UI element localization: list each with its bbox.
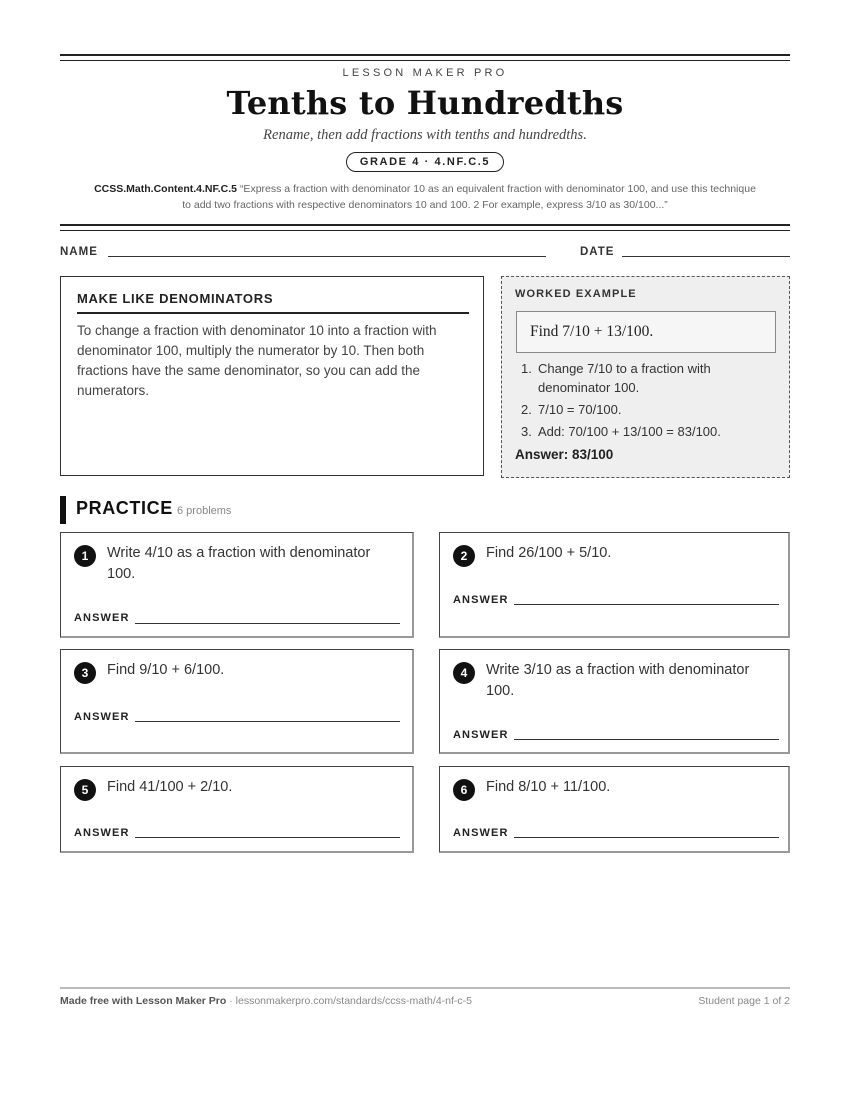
footer-credit: Made free with Lesson Maker Pro — [60, 995, 227, 1007]
worked-step — [521, 359, 781, 397]
problem-number-badge: 6 — [453, 779, 475, 801]
grade-badge-wrap — [60, 152, 790, 172]
answer-field[interactable] — [135, 623, 400, 624]
problem-card-4 — [439, 649, 790, 754]
problem-card-3 — [60, 649, 414, 754]
problem-prompt: Find 9/10 + 6/100. — [107, 662, 225, 678]
header-bottom-rule — [60, 224, 790, 231]
name-label: NAME — [60, 246, 98, 258]
problem-prompt: Find 41/100 + 2/10. — [107, 779, 233, 795]
date-field[interactable] — [622, 256, 790, 257]
problem-prompt: Write 3/10 as a fraction with denominator 100. — [486, 662, 750, 699]
answer-label: ANSWER — [74, 827, 130, 839]
problem-card-2 — [439, 532, 790, 638]
practice-count: 6 problems — [177, 505, 232, 517]
footer-separator: · — [226, 995, 236, 1007]
worked-example-heading: WORKED EXAMPLE — [515, 288, 637, 300]
worked-example-box — [501, 276, 790, 478]
problem-number-badge: 5 — [74, 779, 96, 801]
footer-url[interactable]: lessonmakerpro.com/standards/ccss-math/4-nf-c-5 — [235, 995, 472, 1007]
answer-label: ANSWER — [453, 729, 509, 741]
answer-field[interactable] — [514, 739, 779, 740]
step-text: Change 7/10 to a fraction with denominator 100. — [538, 361, 711, 395]
concept-heading: MAKE LIKE DENOMINATORS — [77, 291, 469, 314]
worked-example-steps — [521, 359, 781, 444]
answer-label: ANSWER — [453, 594, 509, 606]
date-label: DATE — [580, 246, 615, 258]
answer-label: ANSWER — [74, 711, 130, 723]
footer-page-number: Student page 1 of 2 — [698, 995, 790, 1007]
problem-number-badge: 3 — [74, 662, 96, 684]
practice-title: PRACTICE — [76, 498, 173, 518]
problem-prompt: Write 4/10 as a fraction with denominator 100. — [107, 545, 371, 582]
problem-number-badge: 2 — [453, 545, 475, 567]
step-number: 3. — [521, 424, 532, 439]
footer-rule — [60, 987, 790, 989]
concept-box — [60, 276, 484, 476]
answer-field[interactable] — [514, 604, 779, 605]
practice-accent-bar — [60, 496, 66, 524]
problem-prompt: Find 26/100 + 5/10. — [486, 545, 612, 561]
worked-step — [521, 400, 781, 419]
standard-code: CCSS.Math.Content.4.NF.C.5 — [94, 183, 238, 195]
problem-card-5 — [60, 766, 414, 853]
step-text: 7/10 = 70/100. — [538, 402, 622, 417]
answer-label: ANSWER — [74, 612, 130, 624]
step-number: 1. — [521, 361, 532, 376]
standard-description — [60, 181, 790, 213]
answer-field[interactable] — [514, 837, 779, 838]
answer-label: ANSWER — [453, 827, 509, 839]
concept-body: To change a fraction with denominator 10 into a fraction with denominator 100, multiply the numerator by 10. Then both fractions have the same denominator, so you can add the numerators. — [77, 323, 437, 398]
brand-name: LESSON MAKER PRO — [342, 67, 508, 79]
name-field[interactable] — [108, 256, 546, 257]
page-title: Tenths to Hundredths — [226, 84, 624, 122]
worked-step — [521, 422, 781, 441]
standard-text-line2: to add two fractions with respective denominators 10 and 100. 2 For example, express 3/10 as 30/100...” — [182, 199, 668, 211]
problem-prompt: Find 8/10 + 11/100. — [486, 779, 611, 795]
header-top-rule — [60, 54, 790, 61]
step-text: Add: 70/100 + 13/100 = 83/100. — [538, 424, 721, 439]
standard-text-line1: “Express a fraction with denominator 10 as an equivalent fraction with denominator 100, and use this technique — [239, 183, 756, 195]
page-subtitle: Rename, then add fractions with tenths and hundredths. — [263, 127, 587, 143]
answer-field[interactable] — [135, 837, 400, 838]
step-number: 2. — [521, 402, 532, 417]
worked-example-answer: Answer: 83/100 — [515, 447, 614, 462]
problem-card-1 — [60, 532, 414, 638]
problem-card-6 — [439, 766, 790, 853]
footer-credit-line — [60, 995, 472, 1007]
problem-number-badge: 1 — [74, 545, 96, 567]
answer-field[interactable] — [135, 721, 400, 722]
worked-example-problem: Find 7/10 + 13/100. — [516, 311, 776, 353]
problem-number-badge: 4 — [453, 662, 475, 684]
grade-badge: GRADE 4 · 4.NF.C.5 — [346, 152, 504, 172]
